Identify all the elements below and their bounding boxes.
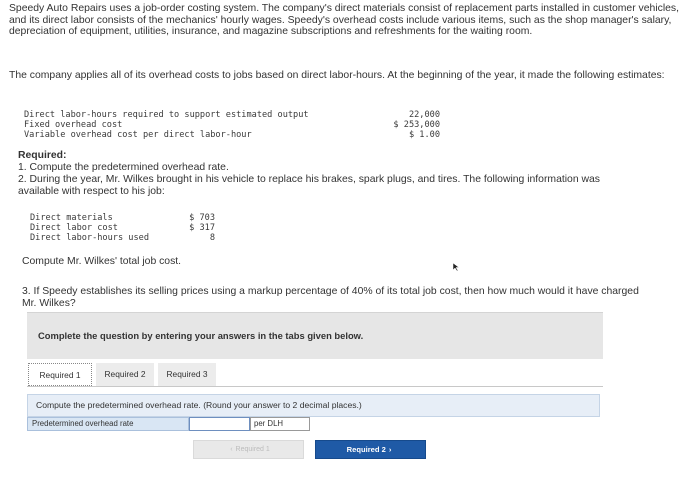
tab-divider: [27, 386, 603, 387]
tab-required-2[interactable]: Required 2: [96, 363, 154, 386]
instruction-text: Complete the question by entering your answers in the tabs given below.: [38, 330, 364, 341]
required-item-1: 1. Compute the predetermined overhead rate.: [18, 162, 229, 173]
prev-required-button[interactable]: [193, 440, 304, 459]
estimate-label-variable: Variable overhead cost per direct labor-hour: [24, 130, 252, 140]
chevron-left-icon: ‹: [230, 446, 233, 453]
chevron-right-icon: ›: [388, 445, 392, 454]
next-button-label: Required 2: [346, 445, 386, 454]
job-value-materials: $ 703: [189, 213, 215, 223]
required-item-2-cont: available with respect to his job:: [18, 186, 165, 197]
prev-button-label: Required 1: [235, 446, 270, 453]
rate-unit-label: per DLH: [250, 417, 310, 431]
tab-required-3[interactable]: Required 3: [158, 363, 216, 386]
job-value-labor-hours: 8: [209, 233, 215, 243]
instruction-banner: [27, 312, 603, 359]
estimates-intro: The company applies all of its overhead costs to jobs based on direct labor-hours. At the beginning of the year, it made the following estimates:: [9, 70, 665, 81]
job-label-labor-cost: Direct labor cost: [30, 223, 118, 233]
answer-instruction-bar: [27, 394, 600, 417]
estimate-value-variable: $ 1.00: [408, 130, 440, 140]
job-value-labor-cost: $ 317: [189, 223, 215, 233]
tab-required-1[interactable]: Required 1: [28, 363, 92, 386]
estimate-value-fixed: $ 253,000: [393, 120, 440, 130]
required-heading: Required:: [18, 150, 67, 161]
predetermined-rate-input[interactable]: [189, 417, 250, 431]
compute-total-prompt: Compute Mr. Wilkes' total job cost.: [22, 256, 182, 267]
estimate-value-dlh: 22,000: [408, 110, 440, 120]
answer-instruction: Compute the predetermined overhead rate. (Round your answer to 2 decimal places.): [36, 400, 362, 410]
rate-row-label: Predetermined overhead rate: [27, 417, 189, 431]
required-item-2: 2. During the year, Mr. Wilkes brought in his vehicle to replace his brakes, spark plugs, and tires. The following information was: [18, 174, 600, 185]
next-required-button[interactable]: [315, 440, 426, 459]
job-label-labor-hours: Direct labor-hours used: [30, 233, 149, 243]
mouse-cursor-icon: [452, 262, 460, 272]
problem-intro: Speedy Auto Repairs uses a job-order costing system. The company's direct materials consist of replacement parts installed in customer vehicles, and its direct labor consists of the mechanics' hourly wages. Speedy's overhead costs include various items, such as the shop manager's salary, depreciation of equipment, utilities, insurance, and magazine subscriptions and refreshments for the waiting room.: [9, 3, 679, 38]
required-item-3-cont: Mr. Wilkes?: [22, 298, 76, 309]
estimate-label-fixed: Fixed overhead cost: [24, 120, 123, 130]
estimate-label-dlh: Direct labor-hours required to support estimated output: [24, 110, 309, 120]
job-label-materials: Direct materials: [30, 213, 113, 223]
required-item-3: 3. If Speedy establishes its selling prices using a markup percentage of 40% of its total job cost, then how much would it have charged: [22, 286, 639, 297]
